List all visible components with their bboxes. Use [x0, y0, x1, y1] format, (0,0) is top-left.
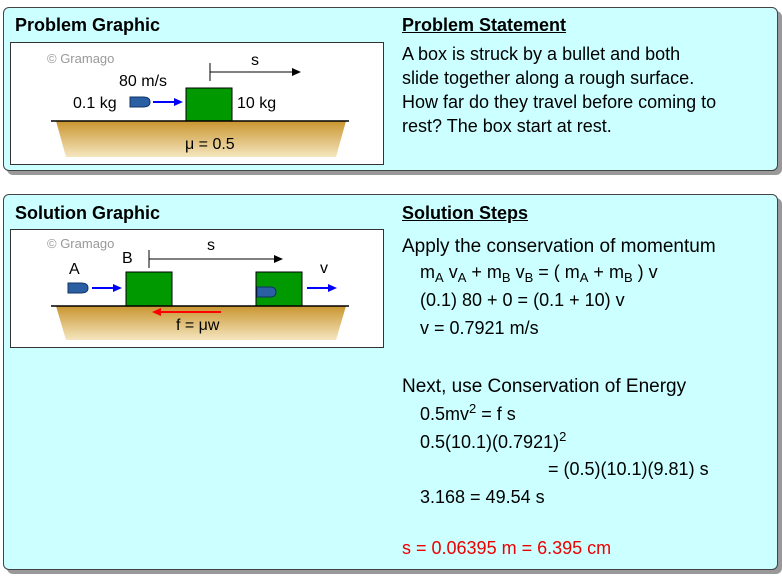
bullet-velocity-arrowhead	[174, 98, 183, 106]
solution-steps-heading: Solution Steps	[402, 203, 528, 223]
box-mass-label: 10 kg	[237, 95, 277, 112]
solution-copyright: © Gramago	[47, 236, 115, 251]
label-b: B	[122, 250, 133, 267]
bullet-icon	[130, 97, 150, 107]
box	[186, 88, 232, 121]
momentum-equation: $m_A$ $v_A + m_B$ $v_B$ = ( $m_A + m_B$ ) v	[420, 262, 658, 285]
solution-figure	[10, 229, 384, 348]
speed-label: 80 m/s	[119, 73, 168, 90]
energy-equation: $0.5mv^2 = f$ s	[420, 401, 516, 424]
statement-line: How far do they travel before coming to	[402, 92, 717, 112]
bullet-icon	[68, 283, 88, 293]
distance-label: s	[251, 52, 259, 69]
label-a: A	[69, 261, 80, 278]
box-start	[126, 272, 172, 306]
velocity-result: v = 0.7921 m/s	[420, 318, 539, 338]
velocity-label: v	[320, 260, 328, 277]
distance-label: s	[207, 237, 215, 254]
problem-figure-svg	[11, 43, 383, 164]
problem-statement-heading: Problem Statement	[402, 15, 567, 35]
energy-simplified: 3.168 = 49.54 s	[420, 487, 545, 507]
distance-arrowhead	[274, 255, 283, 263]
friction-coeff-label: μ = 0.5	[185, 136, 235, 153]
final-answer: s = 0.06395 m = 6.395 cm	[402, 538, 612, 558]
embedded-bullet-icon	[257, 287, 276, 297]
statement-line: A box is struck by a bullet and both	[402, 44, 681, 64]
problem-graphic-heading: Problem Graphic	[15, 15, 161, 35]
problem-copyright: © Gramago	[47, 51, 115, 66]
problem-statement	[402, 42, 770, 138]
statement-line: slide together along a rough surface.	[402, 68, 695, 88]
problem-figure	[10, 42, 384, 165]
momentum-substitution: (0.1) 80 + 0 = (0.1 + 10) v	[420, 290, 625, 310]
bullet-mass-label: 0.1 kg	[73, 95, 117, 112]
energy-substitution-right: = (0.5)(10.1)(9.81) s	[548, 459, 709, 479]
friction-label: f = μw	[176, 317, 220, 334]
solution-figure-svg	[11, 230, 383, 347]
energy-substitution-left: $0.5(10.1)(0.7921)^2$	[420, 429, 567, 452]
momentum-intro: Apply the conservation of momentum	[402, 236, 716, 257]
final-velocity-arrowhead	[328, 284, 337, 292]
statement-line: rest? The box start at rest.	[402, 116, 612, 136]
energy-intro: Next, use Conservation of Energy	[402, 376, 687, 397]
bullet-velocity-arrowhead	[113, 284, 122, 292]
solution-graphic-heading: Solution Graphic	[15, 203, 161, 223]
distance-arrowhead	[292, 68, 301, 76]
